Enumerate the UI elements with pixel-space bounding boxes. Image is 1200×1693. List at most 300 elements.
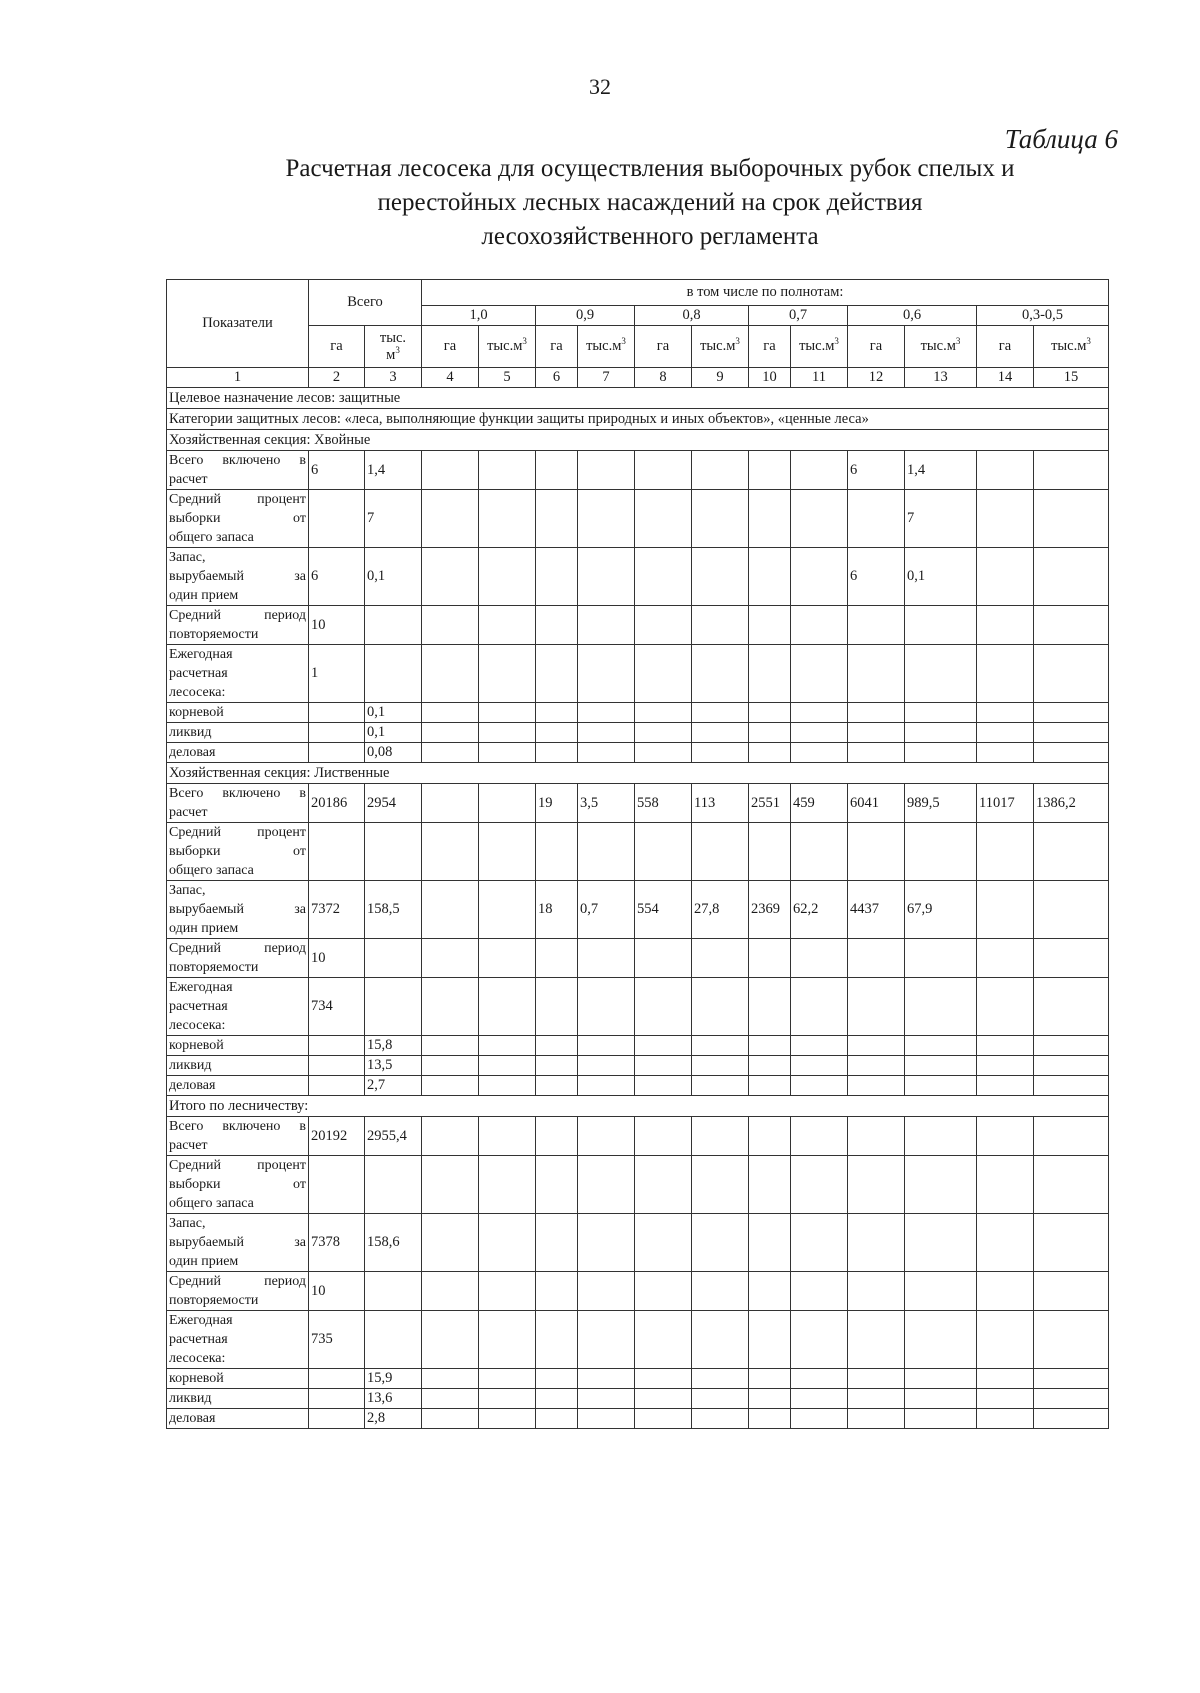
header-density-0-6: 0,6 [848,306,977,326]
table-cell [578,1369,635,1389]
table-cell [1034,490,1109,548]
table-row [167,1389,1109,1409]
table-cell [422,1214,479,1272]
table-cell [791,1311,848,1369]
table-cell [536,743,578,763]
header-unit-ha: га [309,326,365,368]
table-cell [749,1036,791,1056]
table-cell [848,939,905,978]
table-cell [749,1369,791,1389]
table-cell [635,1156,692,1214]
table-cell [692,743,749,763]
table-cell [635,978,692,1036]
table-cell [635,703,692,723]
table-cell [791,451,848,490]
table-cell [365,645,422,703]
table-cell [692,823,749,881]
table-cell [749,1156,791,1214]
table-cell [422,1409,479,1429]
table-cell [578,1214,635,1272]
table-cell [848,1156,905,1214]
row-label: Средний период повторяемости [167,939,309,978]
header-unit-thousand-m3: $тыс.м^3$ [578,326,635,368]
table-cell: 0,08 [365,743,422,763]
table-cell [791,1214,848,1272]
table-cell [536,723,578,743]
table-row [167,1156,1109,1214]
table-row [167,1369,1109,1389]
header-unit-thousand-m3: $тыс.м^3$ [1034,326,1109,368]
table-cell [479,823,536,881]
table-cell [1034,723,1109,743]
table-cell [309,1156,365,1214]
row-label: Ежегодная расчетная лесосека: [167,645,309,703]
table-cell [977,1056,1034,1076]
table-cell [977,1214,1034,1272]
table-cell [479,1369,536,1389]
table-cell [848,1214,905,1272]
column-number: 8 [635,368,692,388]
table-cell [365,1311,422,1369]
table-cell [479,645,536,703]
table-row [167,703,1109,723]
table-cell [578,1272,635,1311]
table-cell [977,823,1034,881]
table-cell [905,1036,977,1056]
table-cell [749,723,791,743]
table-cell [479,1076,536,1096]
title-line: Расчетная лесосека для осуществления выборочных рубок спелых и [285,155,1015,182]
header-density-0-9: 0,9 [536,306,635,326]
table-cell: 1 [309,645,365,703]
header-density-0-7: 0,7 [749,306,848,326]
table-cell [1034,1156,1109,1214]
table-cell [905,1389,977,1409]
table-cell [848,703,905,723]
table-cell [578,823,635,881]
table-cell [536,1409,578,1429]
table-cell [536,939,578,978]
column-number: 7 [578,368,635,388]
table-cell [905,1056,977,1076]
table-cell [977,939,1034,978]
row-label: деловая [167,1076,309,1096]
header-unit-ha: га [422,326,479,368]
column-number: 14 [977,368,1034,388]
page-number: 32 [589,74,611,99]
table-cell [905,939,977,978]
table-cell [749,1311,791,1369]
table-cell [848,723,905,743]
table-cell [977,1117,1034,1156]
table-row [167,645,1109,703]
table-cell [1034,1036,1109,1056]
table-cell [635,1389,692,1409]
table-row [167,1214,1109,1272]
table-cell [635,548,692,606]
table-cell [536,490,578,548]
table-cell [536,1272,578,1311]
table-cell: 1,4 [905,451,977,490]
table-cell [749,978,791,1036]
table-cell [977,451,1034,490]
table-cell [479,606,536,645]
header-unit-thousand-m3: тыс. $м^3$ [365,326,422,368]
table-cell [791,1409,848,1429]
table-cell: 13,5 [365,1056,422,1076]
table-cell [422,1156,479,1214]
table-cell [977,645,1034,703]
table-cell [905,1214,977,1272]
table-cell: 2954 [365,784,422,823]
table-cell: 19 [536,784,578,823]
table-cell [309,1369,365,1389]
table-cell [1034,1272,1109,1311]
table-cell [635,723,692,743]
table-cell [422,1036,479,1056]
table-cell [791,1117,848,1156]
table-cell [977,1409,1034,1429]
table-cell [1034,1056,1109,1076]
table-cell [692,723,749,743]
table-cell [749,1056,791,1076]
table-cell [422,823,479,881]
table-cell [848,1272,905,1311]
table-cell [1034,1389,1109,1409]
document-title [200,152,1100,254]
table-cell [977,490,1034,548]
table-cell [692,1156,749,1214]
table-cell [977,1036,1034,1056]
table-cell: 11017 [977,784,1034,823]
table-cell [848,606,905,645]
section-purpose-text: Целевое назначение лесов: защитные [167,388,1109,409]
table-cell [749,1389,791,1409]
table-cell [578,451,635,490]
table-cell [848,1076,905,1096]
table-cell [749,1117,791,1156]
row-label: корневой [167,1036,309,1056]
section-total [167,1096,1109,1117]
table-cell [578,939,635,978]
table-cell [479,1117,536,1156]
column-number: 9 [692,368,749,388]
table-cell [749,1076,791,1096]
table-cell [905,723,977,743]
table-cell [977,743,1034,763]
column-number: 12 [848,368,905,388]
table-cell [422,939,479,978]
table-cell [1034,1214,1109,1272]
table-cell [635,451,692,490]
header-unit-ha: га [848,326,905,368]
table-cell [848,1369,905,1389]
table-cell [365,606,422,645]
table-cell [422,1272,479,1311]
table-cell [422,1076,479,1096]
table-cell [749,490,791,548]
table-cell [848,645,905,703]
table-cell [791,1056,848,1076]
table-cell: 2,8 [365,1409,422,1429]
column-number: 11 [791,368,848,388]
table-cell [635,1036,692,1056]
table-cell: 558 [635,784,692,823]
table-cell [365,978,422,1036]
table-cell: 989,5 [905,784,977,823]
column-number: 13 [905,368,977,388]
table-cell [1034,451,1109,490]
table-cell: 2369 [749,881,791,939]
table-cell [479,723,536,743]
table-cell: 0,1 [365,548,422,606]
table-cell [791,606,848,645]
table-cell [692,1369,749,1389]
table-cell [635,1076,692,1096]
table-cell [692,1272,749,1311]
table-cell [791,490,848,548]
table-cell: 27,8 [692,881,749,939]
table-cell [422,451,479,490]
row-label: корневой [167,1369,309,1389]
row-label: корневой [167,703,309,723]
column-numbers-row [167,368,1109,388]
table-cell [848,823,905,881]
table-cell: 62,2 [791,881,848,939]
header-unit-ha: га [749,326,791,368]
table-cell [1034,1369,1109,1389]
table-cell: 1386,2 [1034,784,1109,823]
table-cell [977,1272,1034,1311]
table-cell [848,1036,905,1056]
table-cell [692,645,749,703]
table-cell [692,1311,749,1369]
table-cell [791,939,848,978]
table-cell [578,978,635,1036]
table-cell [578,1056,635,1076]
table-cell [791,645,848,703]
table-cell [309,823,365,881]
table-cell [422,1056,479,1076]
table-cell: 158,5 [365,881,422,939]
table-row [167,1036,1109,1056]
table-cell [365,1272,422,1311]
table-cell [536,1056,578,1076]
table-cell [848,1117,905,1156]
table-cell [365,823,422,881]
row-label: деловая [167,1409,309,1429]
table-cell [309,743,365,763]
table-cell [536,1389,578,1409]
table-cell [309,703,365,723]
table-cell [422,1369,479,1389]
table-cell [905,1272,977,1311]
table-cell [536,606,578,645]
table-cell [422,490,479,548]
table-cell [479,548,536,606]
allowable-cut-table [166,279,1109,1429]
table-cell [749,1214,791,1272]
table-cell [635,645,692,703]
table-cell [692,978,749,1036]
table-cell [479,451,536,490]
table-cell: 4437 [848,881,905,939]
table-cell [905,1409,977,1429]
table-cell: 6041 [848,784,905,823]
table-cell [536,451,578,490]
table-cell: 6 [848,548,905,606]
table-row [167,451,1109,490]
header-unit-ha: га [977,326,1034,368]
header-density-1-0: 1,0 [422,306,536,326]
table-cell [578,1311,635,1369]
table-cell [422,645,479,703]
column-number: 3 [365,368,422,388]
table-cell [479,1214,536,1272]
table-cell: 3,5 [578,784,635,823]
table-cell [791,548,848,606]
table-cell [1034,823,1109,881]
table-cell: 10 [309,606,365,645]
row-label: Всего включено в расчет [167,784,309,823]
table-cell: 15,9 [365,1369,422,1389]
table-cell [1034,548,1109,606]
table-cell [365,1156,422,1214]
table-cell: 7 [905,490,977,548]
table-cell [692,490,749,548]
table-cell [791,978,848,1036]
table-cell [791,703,848,723]
table-cell: 13,6 [365,1389,422,1409]
table-cell: 20186 [309,784,365,823]
table-cell [848,1311,905,1369]
table-cell [749,645,791,703]
table-body [167,388,1109,1429]
table-cell [479,1056,536,1076]
table-cell: 7372 [309,881,365,939]
table-cell: 6 [848,451,905,490]
table-cell: 6 [309,548,365,606]
table-cell [905,645,977,703]
row-label: ликвид [167,1056,309,1076]
section-deciduous-text: Хозяйственная секция: Лиственные [167,763,1109,784]
table-cell [692,703,749,723]
table-cell: 0,1 [905,548,977,606]
table-cell [977,1369,1034,1389]
table-row [167,1056,1109,1076]
column-number: 4 [422,368,479,388]
table-cell [848,1056,905,1076]
table-cell [1034,1311,1109,1369]
table-cell [1034,645,1109,703]
table-cell [578,743,635,763]
table-cell [578,1156,635,1214]
section-conifer-text: Хозяйственная секция: Хвойные [167,430,1109,451]
table-cell [1034,1117,1109,1156]
table-cell [977,1156,1034,1214]
table-cell [309,1409,365,1429]
table-row [167,1311,1109,1369]
column-number: 1 [167,368,309,388]
table-row [167,1409,1109,1429]
table-cell [692,606,749,645]
table-cell [749,1272,791,1311]
table-cell [309,1389,365,1409]
table-cell [848,1409,905,1429]
table-cell [536,978,578,1036]
table-row [167,743,1109,763]
table-cell: 734 [309,978,365,1036]
row-label: деловая [167,743,309,763]
table-cell: 0,1 [365,723,422,743]
table-cell [635,1369,692,1389]
table-cell [422,881,479,939]
header-by-density: в том числе по полнотам: [422,280,1109,306]
table-cell [791,1036,848,1056]
table-cell [692,451,749,490]
table-cell: 67,9 [905,881,977,939]
table-row [167,723,1109,743]
table-cell [635,490,692,548]
table-cell [578,548,635,606]
table-cell: 2,7 [365,1076,422,1096]
row-label: Запас, вырубаемый за один прием [167,1214,309,1272]
table-cell [905,1311,977,1369]
table-cell [1034,1076,1109,1096]
table-cell [422,743,479,763]
table-cell [578,490,635,548]
table-cell [365,939,422,978]
table-cell [977,978,1034,1036]
table-cell [692,1076,749,1096]
table-cell [977,1311,1034,1369]
table-cell [536,1036,578,1056]
table-cell [749,451,791,490]
table-cell [692,1409,749,1429]
table-cell [692,1056,749,1076]
table-cell [422,1389,479,1409]
table-cell [578,1117,635,1156]
table-cell [977,548,1034,606]
table-cell: 10 [309,939,365,978]
table-cell: 2551 [749,784,791,823]
table-cell [848,743,905,763]
table-cell [977,606,1034,645]
table-cell: 7 [365,490,422,548]
table-row [167,606,1109,645]
table-cell [635,1117,692,1156]
row-label: Средний процент выборки от общего запаса [167,823,309,881]
table-cell [905,1369,977,1389]
table-cell: 2955,4 [365,1117,422,1156]
table-cell [479,881,536,939]
table-cell [479,490,536,548]
table-cell [791,1389,848,1409]
table-cell: 554 [635,881,692,939]
table-cell: 1,4 [365,451,422,490]
section-purpose [167,388,1109,409]
table-row [167,490,1109,548]
table-cell [635,1272,692,1311]
row-label: Ежегодная расчетная лесосека: [167,978,309,1036]
header-unit-thousand-m3: $тыс.м^3$ [479,326,536,368]
table-row [167,939,1109,978]
table-cell [977,1389,1034,1409]
table-cell [536,1214,578,1272]
table-cell [905,1076,977,1096]
table-cell [479,1272,536,1311]
table-cell [977,881,1034,939]
